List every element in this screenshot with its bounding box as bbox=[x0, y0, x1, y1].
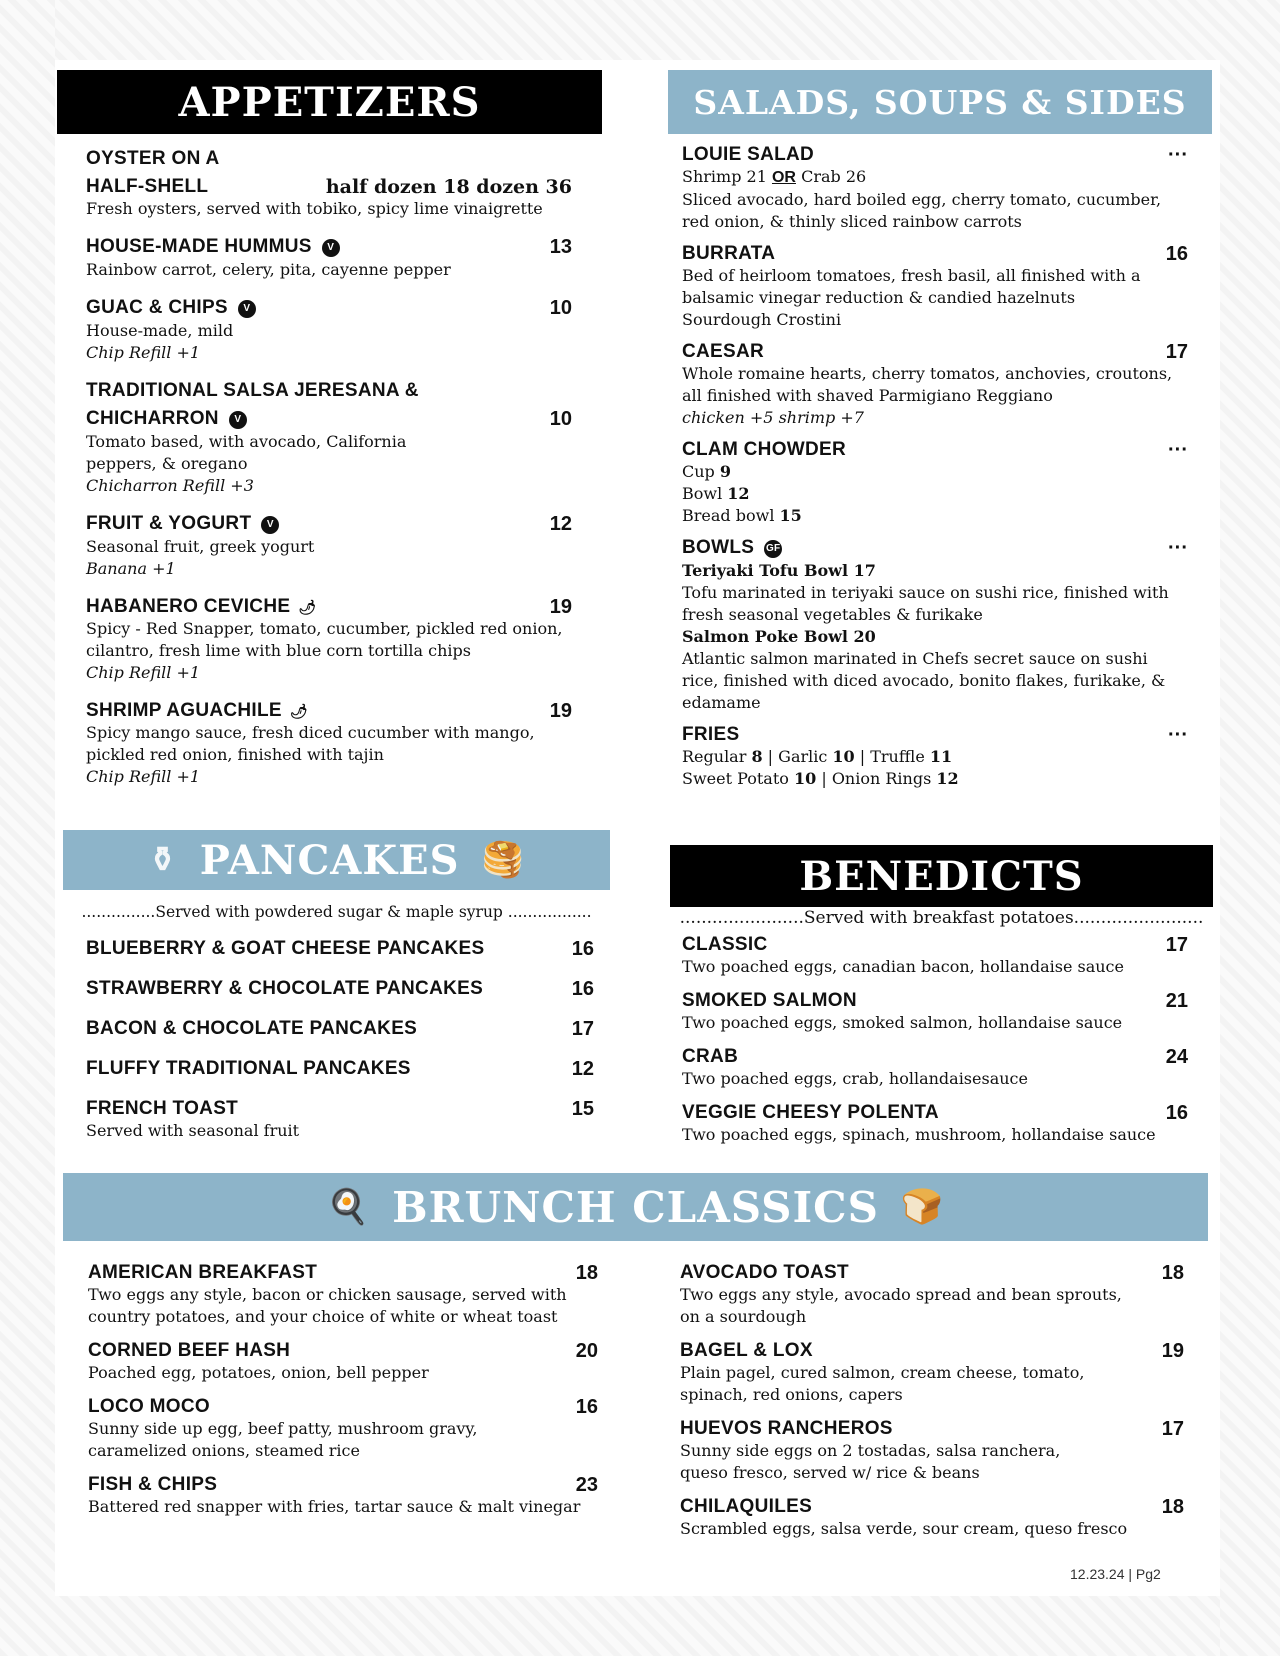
item-description bbox=[682, 166, 1188, 189]
item-name-row bbox=[680, 1496, 1184, 1518]
chili-pepper-icon: 🌶 bbox=[289, 703, 308, 719]
item-name: SMOKED SALMON bbox=[682, 990, 857, 1011]
item-name: BLUEBERRY & GOAT CHEESE PANCAKES bbox=[86, 938, 485, 959]
item-name: OYSTER ON A bbox=[86, 148, 220, 169]
item-name-row bbox=[682, 439, 1188, 461]
description-text: Sliced avocado, hard boiled egg, cherry tomato, cucumber, bbox=[682, 190, 1162, 209]
decorative-sketch-border-right bbox=[1220, 0, 1280, 1656]
description-text: balsamic vinegar reduction & candied hazelnuts bbox=[682, 288, 1076, 307]
item-description bbox=[682, 648, 1188, 670]
item-name: BACON & CHOCOLATE PANCAKES bbox=[86, 1018, 418, 1039]
vegetarian-icon: V bbox=[238, 300, 256, 318]
description-text: Banana +1 bbox=[86, 559, 176, 578]
item-description bbox=[682, 604, 1188, 626]
menu-item bbox=[682, 724, 1188, 790]
salads-header bbox=[668, 70, 1212, 134]
description-text: pickled red onion, finished with tajin bbox=[86, 745, 384, 764]
brunch-right-list bbox=[680, 1262, 1184, 1552]
item-description bbox=[86, 342, 572, 364]
menu-item bbox=[682, 537, 1188, 714]
menu-item bbox=[86, 978, 594, 1000]
item-description bbox=[682, 768, 1188, 790]
item-price: 20 bbox=[575, 1340, 598, 1362]
item-name: CHILAQUILES bbox=[680, 1496, 813, 1517]
section-title: APPETIZERS bbox=[178, 78, 481, 126]
item-price: 10 bbox=[549, 297, 572, 319]
description-text: Seasonal fruit, greek yogurt bbox=[86, 537, 315, 556]
item-price: 17 bbox=[1161, 1418, 1184, 1440]
item-name: HUEVOS RANCHEROS bbox=[680, 1418, 893, 1439]
menu-item bbox=[88, 1340, 598, 1384]
decorative-sketch-border-top bbox=[0, 0, 1280, 60]
menu-item bbox=[86, 938, 594, 960]
item-description bbox=[680, 1306, 1184, 1328]
description-text: Sunny side eggs on 2 tostadas, salsa ranchera, bbox=[680, 1441, 1061, 1460]
item-name-row bbox=[86, 513, 572, 536]
decorative-sketch-border-left bbox=[0, 0, 55, 1656]
item-name-row bbox=[86, 1058, 594, 1080]
item-price: 18 bbox=[1161, 1262, 1184, 1284]
description-text: peppers, & oregano bbox=[86, 454, 248, 473]
description-text: Salmon Poke Bowl 20 bbox=[682, 627, 876, 646]
item-name: GUAC & CHIPS bbox=[86, 297, 228, 318]
item-name-row bbox=[682, 1046, 1188, 1068]
pancake-stack-icon: 🥞 bbox=[481, 840, 525, 880]
item-description bbox=[86, 640, 572, 662]
description-text: | Garlic bbox=[762, 747, 833, 766]
description-text: Chicharron Refill +3 bbox=[86, 476, 254, 495]
menu-item bbox=[682, 990, 1188, 1034]
item-name: BURRATA bbox=[682, 243, 776, 264]
more-options-icon: ··· bbox=[1168, 724, 1188, 746]
description-text: red onion, & thinly sliced rainbow carrots bbox=[682, 212, 1022, 231]
decorative-sketch-border-bottom bbox=[0, 1596, 1280, 1656]
item-name: STRAWBERRY & CHOCOLATE PANCAKES bbox=[86, 978, 484, 999]
description-text: Chip Refill +1 bbox=[86, 343, 201, 362]
pancakes-subtitle: ...............Served with powdered sugar & maple syrup ................. bbox=[81, 903, 592, 921]
chili-pepper-icon: 🌶 bbox=[298, 599, 317, 615]
item-price: 24 bbox=[1165, 1046, 1188, 1068]
item-description bbox=[86, 453, 572, 475]
gluten-free-icon: GF bbox=[764, 540, 782, 558]
description-text: Bowl bbox=[682, 484, 728, 503]
salads-list bbox=[682, 144, 1188, 800]
item-price: 16 bbox=[1165, 243, 1188, 265]
item-name: HABANERO CEVICHE bbox=[86, 596, 291, 617]
item-price: 17 bbox=[1165, 934, 1188, 956]
item-name-row bbox=[682, 1102, 1188, 1124]
menu-item bbox=[86, 297, 572, 364]
breakfast-plate-icon: 🍳 bbox=[326, 1187, 371, 1227]
description-text: 15 bbox=[779, 506, 802, 525]
description-text: caramelized onions, steamed rice bbox=[88, 1441, 360, 1460]
item-description bbox=[88, 1418, 598, 1440]
menu-item bbox=[88, 1262, 598, 1328]
section-title: BRUNCH CLASSICS bbox=[392, 1182, 879, 1232]
description-text: House-made, mild bbox=[86, 321, 234, 340]
description-text: Poached egg, potatoes, onion, bell pepper bbox=[88, 1363, 429, 1382]
item-name-row bbox=[88, 1396, 598, 1418]
benedicts-header bbox=[670, 845, 1213, 907]
description-text: Tomato based, with avocado, California bbox=[86, 432, 407, 451]
description-text: Whole romaine hearts, cherry tomatos, anchovies, croutons, bbox=[682, 364, 1173, 383]
item-description bbox=[682, 746, 1188, 768]
pancakes-list bbox=[86, 938, 594, 1154]
item-description bbox=[682, 309, 1188, 331]
item-name-row bbox=[86, 408, 572, 431]
item-description bbox=[682, 265, 1188, 287]
item-description bbox=[88, 1440, 598, 1462]
description-text: Sweet Potato bbox=[682, 769, 794, 788]
item-price: 21 bbox=[1165, 990, 1188, 1012]
item-name-row bbox=[86, 978, 594, 1000]
appetizers-header bbox=[57, 70, 602, 134]
description-text: | Onion Rings bbox=[816, 769, 937, 788]
item-description bbox=[86, 558, 572, 580]
item-name-row bbox=[680, 1262, 1184, 1284]
brunch-left-list bbox=[88, 1262, 598, 1530]
item-name-row bbox=[88, 1474, 598, 1496]
item-name-row bbox=[88, 1340, 598, 1362]
description-text: 8 bbox=[751, 747, 763, 766]
item-price: 19 bbox=[549, 596, 572, 618]
item-description bbox=[88, 1306, 598, 1328]
item-name: CHICHARRON bbox=[86, 408, 219, 429]
item-name-row bbox=[86, 938, 594, 960]
description-text: | Truffle bbox=[854, 747, 930, 766]
menu-item bbox=[680, 1340, 1184, 1406]
item-name-row bbox=[680, 1340, 1184, 1362]
egg-toast-icon: 🍞 bbox=[900, 1187, 945, 1227]
menu-item bbox=[88, 1396, 598, 1462]
menu-item bbox=[680, 1496, 1184, 1540]
benedicts-list bbox=[682, 934, 1188, 1158]
item-description bbox=[682, 505, 1188, 527]
description-text: Battered red snapper with fries, tartar sauce & malt vinegar bbox=[88, 1497, 581, 1516]
description-text: Chip Refill +1 bbox=[86, 767, 201, 786]
item-name: SHRIMP AGUACHILE bbox=[86, 700, 282, 721]
item-name: FLUFFY TRADITIONAL PANCAKES bbox=[86, 1058, 411, 1079]
menu-item bbox=[86, 148, 572, 220]
item-price: 19 bbox=[1161, 1340, 1184, 1362]
item-description bbox=[680, 1384, 1184, 1406]
item-name-row bbox=[682, 243, 1188, 265]
item-description bbox=[682, 385, 1188, 407]
item-price: half dozen 18 dozen 36 bbox=[325, 176, 572, 198]
item-description bbox=[682, 1068, 1188, 1090]
item-name: CLASSIC bbox=[682, 934, 768, 955]
pancakes-header bbox=[63, 830, 610, 890]
more-options-icon: ··· bbox=[1168, 144, 1188, 166]
menu-item bbox=[682, 934, 1188, 978]
menu-item bbox=[86, 380, 572, 497]
item-name: FISH & CHIPS bbox=[88, 1474, 218, 1495]
item-description bbox=[88, 1284, 598, 1306]
description-text: edamame bbox=[682, 693, 761, 712]
more-options-icon: ··· bbox=[1168, 439, 1188, 461]
item-description bbox=[682, 287, 1188, 309]
item-description bbox=[682, 407, 1188, 429]
description-text: queso fresco, served w/ rice & beans bbox=[680, 1463, 980, 1482]
item-name: FRUIT & YOGURT bbox=[86, 513, 252, 534]
item-description bbox=[86, 259, 572, 281]
item-description bbox=[680, 1462, 1184, 1484]
appetizers-list bbox=[86, 148, 572, 804]
item-description bbox=[682, 189, 1188, 211]
item-price: 16 bbox=[571, 978, 594, 1000]
description-text: Crab 26 bbox=[795, 167, 867, 186]
item-name: AMERICAN BREAKFAST bbox=[88, 1262, 318, 1283]
description-text: Scrambled eggs, salsa verde, sour cream, queso fresco bbox=[680, 1519, 1128, 1538]
item-name-row bbox=[682, 934, 1188, 956]
item-description bbox=[86, 198, 572, 220]
section-title: SALADS, SOUPS & SIDES bbox=[693, 82, 1187, 122]
item-price: 17 bbox=[571, 1018, 594, 1040]
description-text: Rainbow carrot, celery, pita, cayenne pepper bbox=[86, 260, 451, 279]
item-name-row bbox=[86, 1018, 594, 1040]
item-description bbox=[680, 1518, 1184, 1540]
vegetarian-icon: V bbox=[261, 516, 279, 534]
item-description bbox=[682, 560, 1188, 582]
item-description bbox=[86, 662, 572, 684]
page-footer: 12.23.24 | Pg2 bbox=[1070, 1566, 1161, 1582]
item-description bbox=[680, 1362, 1184, 1384]
description-text: 10 bbox=[793, 769, 817, 788]
item-name: CORNED BEEF HASH bbox=[88, 1340, 291, 1361]
item-description bbox=[86, 1120, 594, 1142]
item-description bbox=[86, 320, 572, 342]
menu-item bbox=[682, 243, 1188, 331]
description-text: Cup bbox=[682, 462, 720, 481]
item-description bbox=[682, 363, 1188, 385]
item-price: 18 bbox=[575, 1262, 598, 1284]
item-description bbox=[86, 536, 572, 558]
item-price: 16 bbox=[575, 1396, 598, 1418]
section-title: PANCAKES bbox=[199, 836, 460, 884]
item-name-row bbox=[86, 1098, 594, 1120]
brunch-classics-header bbox=[63, 1173, 1208, 1241]
menu-item bbox=[86, 700, 572, 788]
menu-item bbox=[88, 1474, 598, 1518]
description-text: cilantro, fresh lime with blue corn tortilla chips bbox=[86, 641, 471, 660]
description-text: OR bbox=[771, 169, 796, 186]
item-name-row bbox=[682, 990, 1188, 1012]
description-text: Bed of heirloom tomatoes, fresh basil, all finished with a bbox=[682, 266, 1141, 285]
more-options-icon: ··· bbox=[1168, 537, 1188, 559]
item-name-row bbox=[86, 297, 572, 320]
item-name: TRADITIONAL SALSA JERESANA & bbox=[86, 380, 419, 401]
menu-item bbox=[680, 1418, 1184, 1484]
item-description bbox=[682, 692, 1188, 714]
menu-item bbox=[680, 1262, 1184, 1328]
item-name: LOUIE SALAD bbox=[682, 144, 815, 165]
item-description bbox=[682, 582, 1188, 604]
item-description bbox=[86, 766, 572, 788]
menu-item bbox=[86, 1058, 594, 1080]
item-name: AVOCADO TOAST bbox=[680, 1262, 849, 1283]
item-name-row bbox=[680, 1418, 1184, 1440]
description-text: Sunny side up egg, beef patty, mushroom gravy, bbox=[88, 1419, 478, 1438]
description-text: Regular bbox=[682, 747, 752, 766]
item-name: BOWLS bbox=[682, 537, 755, 558]
vegetarian-icon: V bbox=[229, 411, 247, 429]
description-text: Two poached eggs, crab, hollandaisesauce bbox=[682, 1069, 1028, 1088]
item-name-row bbox=[88, 1262, 598, 1284]
menu-item bbox=[86, 1018, 594, 1040]
item-description bbox=[86, 618, 572, 640]
description-text: all finished with shaved Parmigiano Reggiano bbox=[682, 386, 1053, 405]
description-text: fresh seasonal vegetables & furikake bbox=[682, 605, 983, 624]
item-name-row bbox=[682, 144, 1188, 166]
description-text: 11 bbox=[929, 747, 953, 766]
description-text: Fresh oysters, served with tobiko, spicy lime vinaigrette bbox=[86, 199, 543, 218]
item-name: LOCO MOCO bbox=[88, 1396, 210, 1417]
item-name: BAGEL & LOX bbox=[680, 1340, 813, 1361]
item-name-row bbox=[682, 537, 1188, 560]
item-description bbox=[86, 744, 572, 766]
item-description bbox=[682, 1012, 1188, 1034]
description-text: Two poached eggs, spinach, mushroom, hollandaise sauce bbox=[682, 1125, 1156, 1144]
menu-item bbox=[682, 1102, 1188, 1146]
item-name-row bbox=[86, 236, 572, 259]
item-price: 15 bbox=[571, 1098, 594, 1120]
description-text: Chip Refill +1 bbox=[86, 663, 201, 682]
syrup-bottle-icon: ⚱ bbox=[148, 840, 178, 880]
item-name: CRAB bbox=[682, 1046, 739, 1067]
menu-item bbox=[682, 1046, 1188, 1090]
item-name: VEGGIE CHEESY POLENTA bbox=[682, 1102, 939, 1123]
description-text: Served with seasonal fruit bbox=[86, 1121, 300, 1140]
menu-item bbox=[86, 513, 572, 580]
item-name: FRENCH TOAST bbox=[86, 1098, 239, 1119]
item-description bbox=[682, 461, 1188, 483]
item-description bbox=[86, 475, 572, 497]
menu-item bbox=[86, 596, 572, 684]
item-description bbox=[680, 1284, 1184, 1306]
item-price: 16 bbox=[571, 938, 594, 960]
description-text: 9 bbox=[719, 462, 732, 481]
description-text: Teriyaki Tofu Bowl 17 bbox=[682, 561, 876, 580]
description-text: Bread bowl bbox=[682, 506, 780, 525]
item-name: CLAM CHOWDER bbox=[682, 439, 847, 460]
item-price: 16 bbox=[1165, 1102, 1188, 1124]
description-text: Two poached eggs, canadian bacon, hollandaise sauce bbox=[682, 957, 1124, 976]
description-text: 12 bbox=[727, 484, 750, 503]
section-title: BENEDICTS bbox=[799, 852, 1084, 900]
item-description bbox=[680, 1440, 1184, 1462]
description-text: on a sourdough bbox=[680, 1307, 807, 1326]
description-text: chicken +5 shrimp +7 bbox=[682, 408, 864, 427]
item-description bbox=[88, 1362, 598, 1384]
item-description bbox=[682, 626, 1188, 648]
description-text: Sourdough Crostini bbox=[682, 310, 842, 329]
item-name-row bbox=[682, 724, 1188, 746]
description-text: Two eggs any style, avocado spread and bean sprouts, bbox=[680, 1285, 1122, 1304]
description-text: 12 bbox=[936, 769, 959, 788]
item-price: 19 bbox=[549, 700, 572, 722]
description-text: Spicy - Red Snapper, tomato, cucumber, pickled red onion, bbox=[86, 619, 563, 638]
item-name-row bbox=[86, 596, 572, 618]
item-description bbox=[682, 211, 1188, 233]
item-price: 13 bbox=[549, 236, 572, 258]
item-price: 12 bbox=[571, 1058, 594, 1080]
description-text: rice, finished with diced avocado, bonito flakes, furikake, & bbox=[682, 671, 1166, 690]
description-text: Shrimp 21 bbox=[682, 167, 772, 186]
item-name: CAESAR bbox=[682, 341, 765, 362]
vegetarian-icon: V bbox=[322, 239, 340, 257]
item-description bbox=[682, 670, 1188, 692]
item-price: 10 bbox=[549, 408, 572, 430]
menu-item bbox=[86, 236, 572, 281]
description-text: country potatoes, and your choice of white or wheat toast bbox=[88, 1307, 558, 1326]
description-text: Tofu marinated in teriyaki sauce on sushi rice, finished with bbox=[682, 583, 1169, 602]
item-description bbox=[86, 722, 572, 744]
item-name-row bbox=[86, 700, 572, 722]
item-price: 23 bbox=[575, 1474, 598, 1496]
item-price: 12 bbox=[549, 513, 572, 535]
description-text: Atlantic salmon marinated in Chefs secret sauce on sushi bbox=[682, 649, 1148, 668]
item-description bbox=[682, 483, 1188, 505]
description-text: Two poached eggs, smoked salmon, hollandaise sauce bbox=[682, 1013, 1123, 1032]
item-price: 17 bbox=[1165, 341, 1188, 363]
menu-item bbox=[682, 341, 1188, 429]
description-text: spinach, red onions, capers bbox=[680, 1385, 903, 1404]
item-name: FRIES bbox=[682, 724, 740, 745]
item-name: HALF-SHELL bbox=[86, 176, 209, 197]
menu-item bbox=[682, 439, 1188, 527]
item-name: HOUSE-MADE HUMMUS bbox=[86, 236, 312, 257]
item-name-row bbox=[682, 341, 1188, 363]
description-text: Plain pagel, cured salmon, cream cheese, tomato, bbox=[680, 1363, 1085, 1382]
benedicts-subtitle: .......................Served with breakfast potatoes........................ bbox=[679, 908, 1204, 928]
item-price: 18 bbox=[1161, 1496, 1184, 1518]
description-text: Spicy mango sauce, fresh diced cucumber with mango, bbox=[86, 723, 535, 742]
description-text: 10 bbox=[832, 747, 855, 766]
item-description bbox=[86, 431, 572, 453]
item-description bbox=[88, 1496, 598, 1518]
menu-item bbox=[86, 1098, 594, 1142]
menu-item bbox=[682, 144, 1188, 233]
item-description bbox=[682, 956, 1188, 978]
description-text: Two eggs any style, bacon or chicken sausage, served with bbox=[88, 1285, 567, 1304]
item-description bbox=[682, 1124, 1188, 1146]
